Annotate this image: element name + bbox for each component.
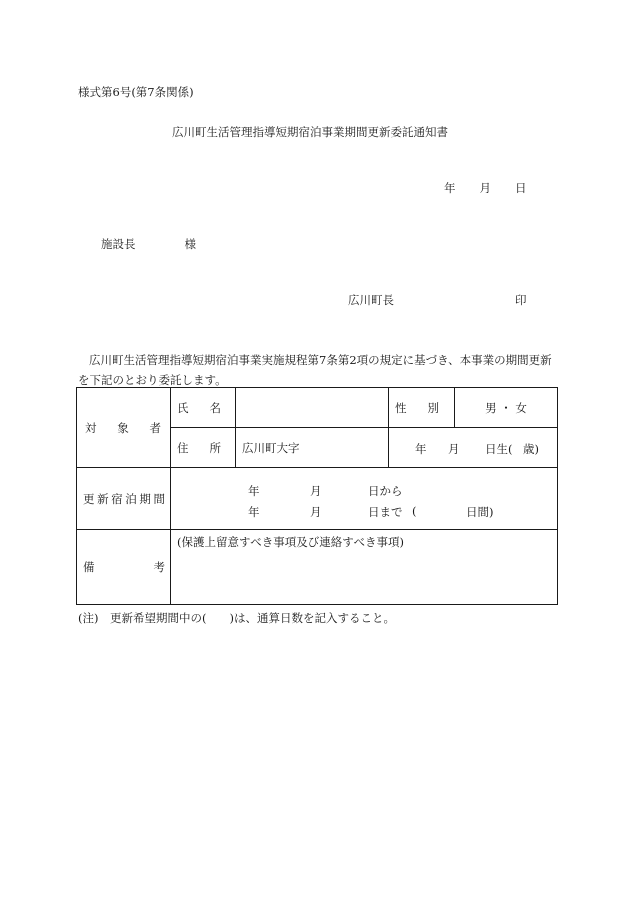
birth-year-label: 年 (415, 441, 427, 456)
issue-month-label: 月 (479, 181, 491, 195)
address-label-cell (171, 428, 236, 468)
addressee-label: 施設長 (101, 237, 136, 251)
days-paren-open: ( (412, 503, 417, 518)
name-label: 氏名 (177, 400, 221, 415)
subject-label-cell (77, 388, 171, 468)
from-year-label: 年 (248, 483, 260, 498)
addressee-honorific: 様 (184, 237, 196, 251)
addressee (101, 236, 196, 252)
body-text: 広川町生活管理指導短期宿泊事業実施規程第7条第2項の規定に基づき、本事業の期間更新を下記のとおり委託します。 (78, 353, 552, 387)
sex-label-cell (389, 388, 455, 428)
seal-mark: 印 (515, 293, 527, 307)
remarks-note: (保護上留意すべき事項及び連絡すべき事項) (177, 535, 405, 549)
sender (348, 292, 527, 308)
subject-label: 対象者 (85, 420, 161, 435)
footnote: (注) 更新希望期間中の( )は、通算日数を記入すること。 (78, 611, 395, 625)
to-month-label: 月 (310, 504, 322, 519)
birthdate-field[interactable] (389, 428, 558, 468)
birth-day-label: 日生( (485, 441, 513, 456)
from-month-label: 月 (310, 483, 322, 498)
remarks-field[interactable] (171, 530, 558, 605)
name-field[interactable] (236, 388, 389, 428)
address-field[interactable]: 広川町大字 (236, 428, 389, 468)
period-label-cell (77, 468, 171, 530)
age-label: 歳) (523, 441, 539, 456)
address-label: 住所 (177, 440, 221, 455)
issue-date (444, 180, 527, 196)
issue-day-label: 日 (515, 181, 527, 195)
sex-options[interactable]: 男 ・ 女 (455, 388, 558, 428)
form-table (76, 387, 558, 605)
remarks-label-cell (77, 530, 171, 605)
form-number: 様式第6号(第7条関係) (78, 85, 194, 99)
birth-month-label: 月 (448, 441, 460, 456)
issue-year-label: 年 (444, 181, 456, 195)
days-label: 日間) (466, 504, 494, 519)
from-day-label: 日から (368, 483, 403, 498)
sender-name: 広川町長 (348, 293, 394, 307)
period-label: 更新宿泊期間 (83, 491, 165, 506)
document-title: 広川町生活管理指導短期宿泊事業期間更新委託通知書 (172, 125, 448, 139)
period-field[interactable] (171, 468, 558, 530)
sex-label: 性別 (395, 400, 439, 415)
to-year-label: 年 (248, 504, 260, 519)
to-day-label: 日まで (368, 504, 403, 519)
name-label-cell (171, 388, 236, 428)
remarks-label: 備考 (83, 560, 165, 574)
